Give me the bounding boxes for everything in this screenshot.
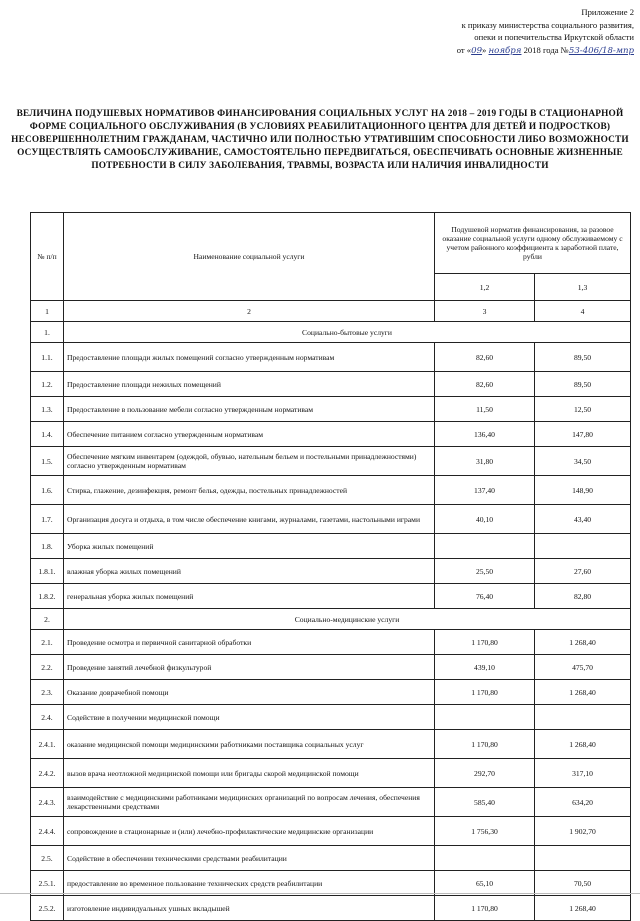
service-name: Содействие в получении медицинской помощи [64, 705, 435, 730]
row-number: 1.1. [31, 343, 64, 372]
norm-value-coef-1-3: 1 268,40 [535, 730, 631, 759]
table-row [31, 422, 631, 447]
document-title: ВЕЛИЧИНА ПОДУШЕВЫХ НОРМАТИВОВ ФИНАНСИРОВАНИЯ СОЦИАЛЬНЫХ УСЛУГ НА 2018 – 2019 ГОДЫ В СТАЦИОНАРНОЙ ФОРМЕ СОЦИАЛЬНОГО ОБСЛУЖИВАНИЯ (В УСЛОВИЯХ РЕАБИЛИТАЦИОННОГО ЦЕНТРА ДЛЯ ДЕТЕЙ И ПОДРОСТКОВ) НЕСОВЕРШЕННОЛЕТНИМ ГРАЖДАНАМ, ЧАСТИЧНО ИЛИ ПОЛНОСТЬЮ УТРАТИВШИМ СПОСОБНОСТИ ЛИБО ВОЗМОЖНОСТИ ОСУЩЕСТВЛЯТЬ САМООБСЛУЖИВАНИЕ, САМОСТОЯТЕЛЬНО ПЕРЕДВИГАТЬСЯ, ОБЕСПЕЧИВАТЬ ОСНОВНЫЕ ЖИЗНЕННЫЕ ПОТРЕБНОСТИ В СИЛУ ЗАБОЛЕВАНИЯ, ТРАВМЫ, ВОЗРАСТА ИЛИ НАЛИЧИЯ ИНВАЛИДНОСТИ [11, 109, 629, 172]
date-mid: » [482, 44, 487, 55]
section-number: 1. [31, 322, 64, 343]
header-no: № п/п [31, 213, 64, 301]
date-prefix: от « [456, 44, 472, 55]
row-number: 2.4.3. [31, 788, 64, 817]
appendix-block [374, 6, 634, 57]
section-title: Социально-бытовые услуги [64, 322, 631, 343]
service-name: влажная уборка жилых помещений [64, 559, 435, 584]
appendix-date-line [374, 44, 634, 58]
service-name: Проведение занятий лечебной физкультурой [64, 655, 435, 680]
row-number: 1.8.1. [31, 559, 64, 584]
norm-value-coef-1-3: 1 268,40 [535, 630, 631, 655]
norms-table [30, 212, 631, 921]
norm-value-coef-1-3 [535, 534, 631, 559]
section-row-social-medical [31, 609, 631, 630]
norm-value-coef-1-2: 31,80 [435, 447, 535, 476]
date-day: 09 [471, 45, 483, 56]
norm-value-coef-1-2: 439,10 [435, 655, 535, 680]
norm-value-coef-1-2: 1 170,80 [435, 680, 535, 705]
norm-value-coef-1-3: 1 902,70 [535, 817, 631, 846]
norm-value-coef-1-2: 137,40 [435, 476, 535, 505]
row-number: 1.7. [31, 505, 64, 534]
table-row [31, 534, 631, 559]
norm-value-coef-1-2: 76,40 [435, 584, 535, 609]
service-name: Содействие в обеспечении техническими средствами реабилитации [64, 846, 435, 871]
section-number: 2. [31, 609, 64, 630]
row-number: 2.4.2. [31, 759, 64, 788]
service-name: Обеспечение мягким инвентарем (одеждой, обувью, нательным бельем и постельными принадлежностями) согласно утвержденным нормативам [64, 447, 435, 476]
norm-value-coef-1-3: 34,50 [535, 447, 631, 476]
appendix-ministry-line: опеки и попечительства Иркутской области [474, 32, 634, 43]
table-row [31, 896, 631, 921]
norm-value-coef-1-2: 40,10 [435, 505, 535, 534]
norm-value-coef-1-2 [435, 534, 535, 559]
norm-value-coef-1-2: 1 170,80 [435, 896, 535, 921]
table-row [31, 630, 631, 655]
row-number: 2.2. [31, 655, 64, 680]
service-name: Организация досуга и отдыха, в том числе обеспечение книгами, журналами, газетами, настольными играми [64, 505, 435, 534]
norm-value-coef-1-3: 475,70 [535, 655, 631, 680]
appendix-title: Приложение 2 [581, 7, 634, 17]
service-name: Предоставление в пользование мебели согласно утвержденным нормативам [64, 397, 435, 422]
row-number: 1.5. [31, 447, 64, 476]
date-month: ноября [488, 45, 522, 56]
service-name: предоставление во временное пользование технических средств реабилитации [64, 871, 435, 896]
table-row [31, 817, 631, 846]
col-number-2: 2 [64, 301, 435, 322]
service-name: Стирка, глажение, дезинфекция, ремонт белья, одежды, постельных принадлежностей [64, 476, 435, 505]
table-row [31, 730, 631, 759]
table-row [31, 871, 631, 896]
table-row [31, 680, 631, 705]
row-number: 2.5.1. [31, 871, 64, 896]
header-norm: Подушевой норматив финансирования, за разовое оказание социальной услуги одному обслуживаемому с учетом районного коэффициента к заработной плате, рубли [435, 213, 631, 274]
row-number: 1.8. [31, 534, 64, 559]
norm-value-coef-1-3: 27,60 [535, 559, 631, 584]
order-number: 53-406/18-мпр [568, 45, 634, 56]
norm-value-coef-1-3: 82,80 [535, 584, 631, 609]
norm-value-coef-1-2: 585,40 [435, 788, 535, 817]
norm-value-coef-1-3: 12,50 [535, 397, 631, 422]
table-row [31, 788, 631, 817]
table-row [31, 476, 631, 505]
table-row [31, 559, 631, 584]
norm-value-coef-1-3: 634,20 [535, 788, 631, 817]
norm-value-coef-1-2: 25,50 [435, 559, 535, 584]
norm-value-coef-1-2: 65,10 [435, 871, 535, 896]
section-row-social-household [31, 322, 631, 343]
norm-value-coef-1-3: 70,50 [535, 871, 631, 896]
service-name: Предоставление площади нежилых помещений [64, 372, 435, 397]
norm-value-coef-1-2 [435, 705, 535, 730]
service-name: генеральная уборка жилых помещений [64, 584, 435, 609]
norm-value-coef-1-2: 82,60 [435, 372, 535, 397]
row-number: 1.2. [31, 372, 64, 397]
row-number: 2.4. [31, 705, 64, 730]
table-row [31, 505, 631, 534]
norm-value-coef-1-3: 147,80 [535, 422, 631, 447]
col-number-4: 4 [535, 301, 631, 322]
norm-value-coef-1-2 [435, 846, 535, 871]
norm-value-coef-1-2: 292,70 [435, 759, 535, 788]
service-name: Обеспечение питанием согласно утвержденным нормативам [64, 422, 435, 447]
service-name: оказание медицинской помощи медицинскими работниками поставщика социальных услуг [64, 730, 435, 759]
table-column-numbers [31, 301, 631, 322]
norm-value-coef-1-2: 11,50 [435, 397, 535, 422]
table-row [31, 584, 631, 609]
table-row [31, 397, 631, 422]
norm-value-coef-1-3: 148,90 [535, 476, 631, 505]
table-row [31, 655, 631, 680]
header-name: Наименование социальной услуги [64, 213, 435, 301]
table-header-row [31, 213, 631, 274]
page-bottom-edge [0, 893, 640, 894]
norm-value-coef-1-2: 136,40 [435, 422, 535, 447]
header-coef-1: 1,2 [435, 274, 535, 301]
service-name: вызов врача неотложной медицинской помощи или бригады скорой медицинской помощи [64, 759, 435, 788]
norm-value-coef-1-2: 1 170,80 [435, 630, 535, 655]
norm-value-coef-1-3: 1 268,40 [535, 680, 631, 705]
row-number: 1.8.2. [31, 584, 64, 609]
row-number: 1.6. [31, 476, 64, 505]
table-row [31, 343, 631, 372]
service-name: Уборка жилых помещений [64, 534, 435, 559]
section-title: Социально-медицинские услуги [64, 609, 631, 630]
service-name: изготовление индивидуальных ушных вкладышей [64, 896, 435, 921]
col-number-1: 1 [31, 301, 64, 322]
service-name: Проведение осмотра и первичной санитарной обработки [64, 630, 435, 655]
service-name: взаимодействие с медицинскими работниками медицинских организаций по вопросам лечения, обеспечения лекарственными средствами [64, 788, 435, 817]
row-number: 1.3. [31, 397, 64, 422]
norm-value-coef-1-3 [535, 846, 631, 871]
table-row [31, 846, 631, 871]
norm-value-coef-1-2: 1 756,30 [435, 817, 535, 846]
table-row [31, 759, 631, 788]
norm-value-coef-1-3: 1 268,40 [535, 896, 631, 921]
service-name: Предоставление площади жилых помещений согласно утвержденным нормативам [64, 343, 435, 372]
date-year: 2018 года № [523, 44, 569, 55]
row-number: 2.1. [31, 630, 64, 655]
service-name: Оказание доврачебной помощи [64, 680, 435, 705]
norm-value-coef-1-2: 1 170,80 [435, 730, 535, 759]
row-number: 2.5. [31, 846, 64, 871]
norm-value-coef-1-3: 43,40 [535, 505, 631, 534]
table-row [31, 705, 631, 730]
appendix-order-line: к приказу министерства социального развития, [461, 19, 634, 30]
norm-value-coef-1-3: 89,50 [535, 343, 631, 372]
row-number: 1.4. [31, 422, 64, 447]
col-number-3: 3 [435, 301, 535, 322]
header-coef-2: 1,3 [535, 274, 631, 301]
row-number: 2.4.4. [31, 817, 64, 846]
row-number: 2.4.1. [31, 730, 64, 759]
norm-value-coef-1-3: 89,50 [535, 372, 631, 397]
service-name: сопровождение в стационарные и (или) лечебно-профилактические медицинские организации [64, 817, 435, 846]
norm-value-coef-1-3 [535, 705, 631, 730]
norm-value-coef-1-2: 82,60 [435, 343, 535, 372]
table-row [31, 447, 631, 476]
norm-value-coef-1-3: 317,10 [535, 759, 631, 788]
row-number: 2.5.2. [31, 896, 64, 921]
row-number: 2.3. [31, 680, 64, 705]
table-row [31, 372, 631, 397]
